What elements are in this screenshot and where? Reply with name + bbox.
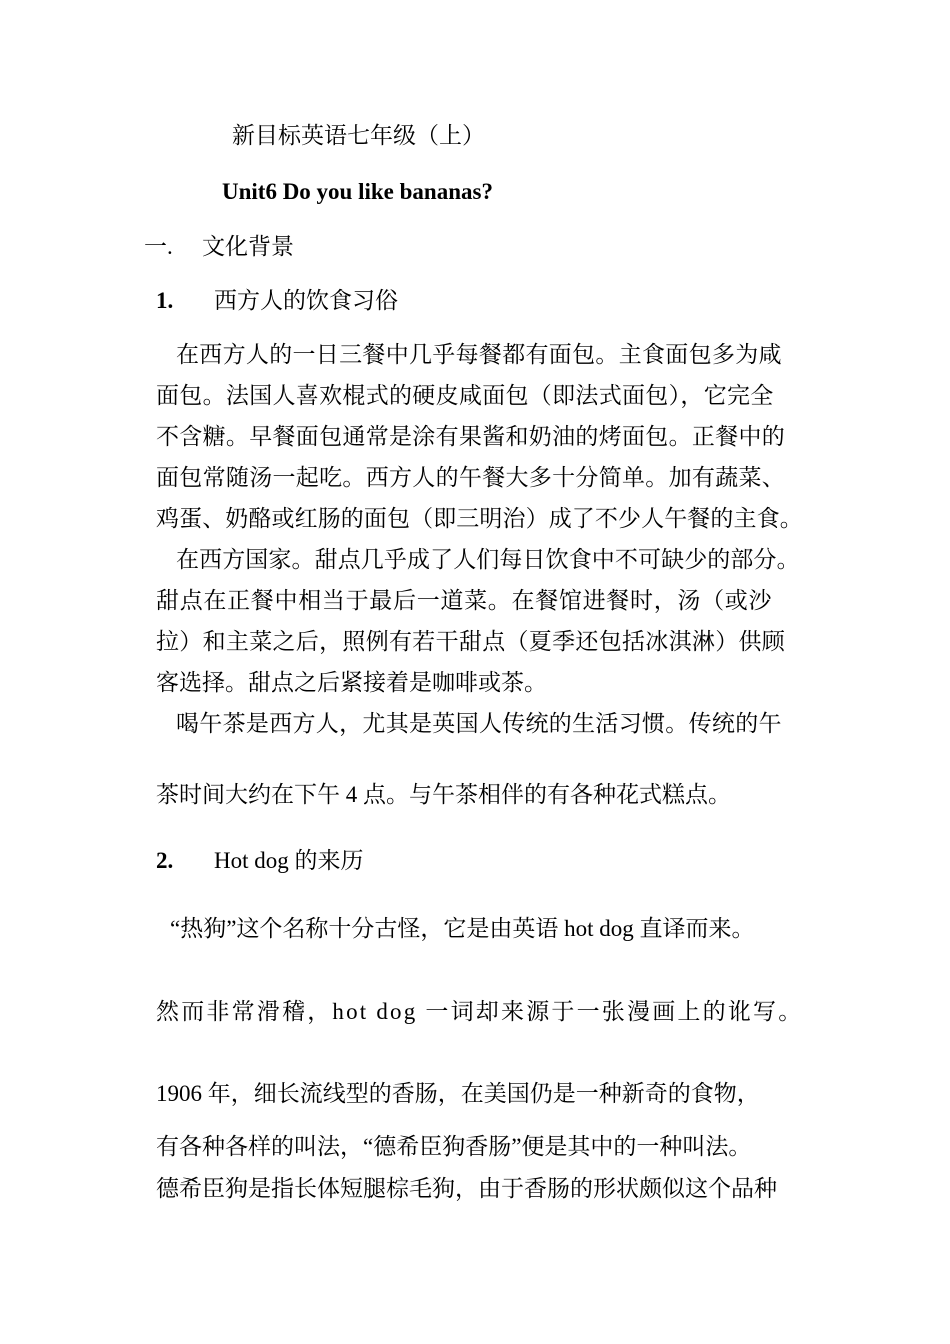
paragraph-line: 在西方人的一日三餐中几乎每餐都有面包。主食面包多为咸 [176,342,782,367]
subsection-number: 1. [156,288,174,313]
paragraph-line: 德希臣狗是指长体短腿棕毛狗，由于香肠的形状颇似这个品种 [156,1176,777,1201]
paragraph-line: 客选择。甜点之后紧接着是咖啡或茶。 [156,670,547,695]
paragraph-line: 喝午茶是西方人，尤其是英国人传统的生活习惯。传统的午 [176,711,782,736]
paragraph-line: 面包。法国人喜欢棍式的硬皮咸面包（即法式面包），它完全 [156,383,774,408]
paragraph-line: 面包常随汤一起吃。西方人的午餐大多十分简单。加有蔬菜、 [156,465,786,490]
paragraph-line: “热狗”这个名称十分古怪，它是由英语 hot dog 直译而来。 [170,916,755,941]
paragraph-line: 鸡蛋、奶酪或红肠的面包（即三明治）成了不少人午餐的主食。 [156,506,803,531]
paragraph-line: 不含糖。早餐面包通常是涂有果酱和奶油的烤面包。正餐中的 [156,424,786,449]
unit-title: Unit6 Do you like bananas? [222,179,493,204]
section-title: 文化背景 [202,234,294,259]
paragraph-line: 拉）和主菜之后，照例有若干甜点（夏季还包括冰淇淋）供顾 [156,629,786,654]
document-title: 新目标英语七年级（上） [232,123,485,148]
subsection-title: Hot dog 的来历 [214,848,364,873]
subsection-title: 西方人的饮食习俗 [214,288,398,313]
paragraph-line: 甜点在正餐中相当于最后一道菜。在餐馆进餐时，汤（或沙 [156,588,773,613]
section-number: 一. [144,234,173,259]
subsection-heading-diet [156,286,398,316]
subsection-heading-hotdog [156,846,364,876]
section-heading-culture [144,232,294,262]
paragraph-line: 1906 年，细长流线型的香肠，在美国仍是一种新奇的食物， [156,1081,760,1106]
paragraph-line: 茶时间大约在下午 4 点。与午茶相伴的有各种花式糕点。 [156,782,731,807]
paragraph-line: 在西方国家。甜点几乎成了人们每日饮食中不可缺少的部分。 [176,547,800,572]
paragraph-line: 有各种各样的叫法，“德希臣狗香肠”便是其中的一种叫法。 [156,1134,752,1159]
subsection-number: 2. [156,848,174,873]
paragraph-line: 然而非常滑稽，hot dog 一词却来源于一张漫画上的讹写。 [156,999,804,1024]
